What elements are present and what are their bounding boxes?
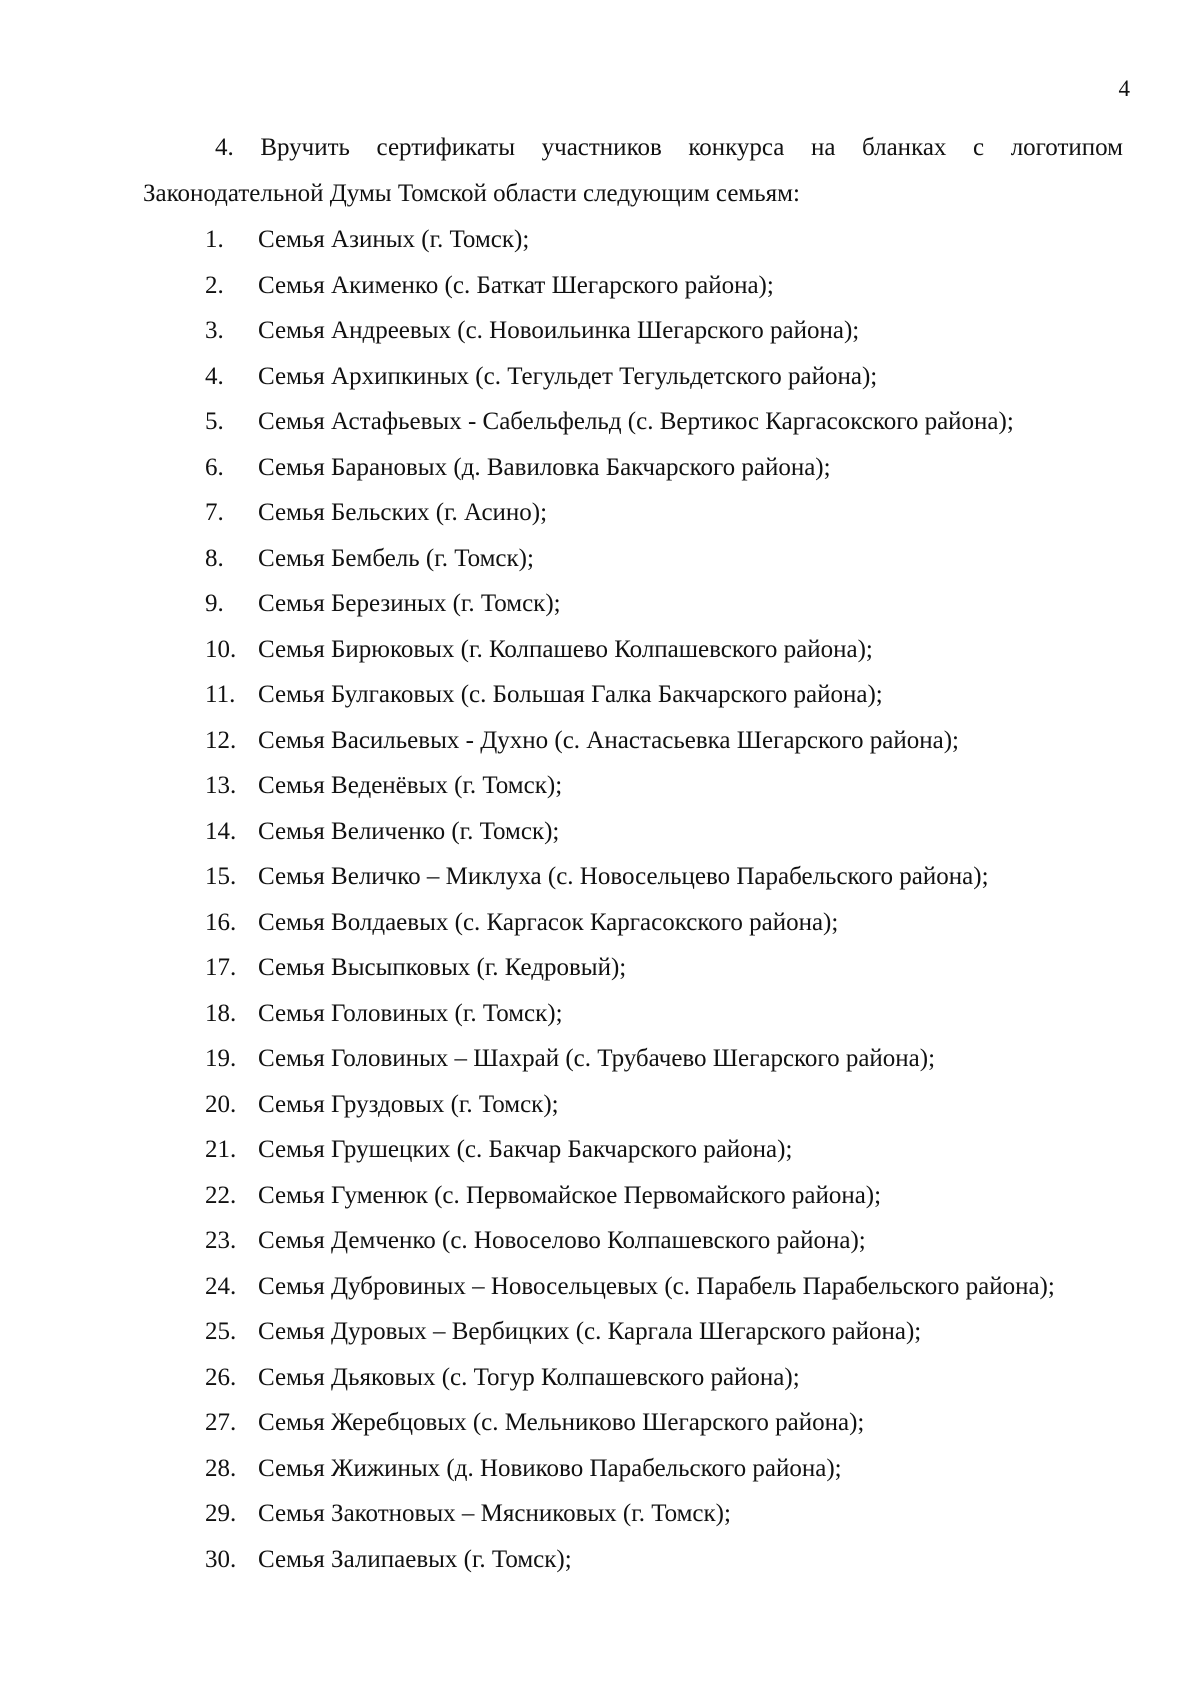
list-item (0, 1400, 1200, 1446)
list-item-text: Семья Бельских (г. Асино); (258, 499, 548, 526)
list-item (0, 945, 1200, 991)
list-item-text: Семья Жеребцовых (с. Мельниково Шегарского района); (258, 1409, 865, 1436)
list-item (0, 263, 1200, 309)
list-item-text: Семья Бирюковых (г. Колпашево Колпашевского района); (258, 635, 873, 663)
list-item-text: Семья Волдаевых (с. Каргасок Каргасокского района); (258, 908, 839, 936)
list-item-text: Семья Гуменюк (с. Первомайское Первомайского района); (258, 1181, 882, 1209)
list-item (0, 1537, 1200, 1583)
list-item (0, 399, 1200, 445)
list-item (0, 1173, 1200, 1219)
list-item-number: 24. (205, 1272, 237, 1300)
list-item-number: 30. (205, 1545, 237, 1573)
list-item-number: 29. (205, 1500, 237, 1527)
list-item-text: Семья Акименко (с. Баткат Шегарского района); (258, 271, 774, 299)
list-item-text: Семья Васильевых - Духно (с. Анастасьевка Шегарского района); (258, 726, 960, 754)
list-item-text: Семья Величко – Миклуха (с. Новосельцево Парабельского района); (258, 863, 989, 890)
intro-paragraph (143, 125, 1123, 217)
list-item (0, 854, 1200, 900)
list-item (0, 1491, 1200, 1537)
list-item (0, 536, 1200, 582)
list-item-number: 25. (205, 1318, 237, 1345)
list-item-number: 18. (205, 999, 237, 1027)
list-item (0, 809, 1200, 855)
list-item (0, 1309, 1200, 1355)
list-item-number: 9. (205, 590, 224, 617)
list-item (0, 1446, 1200, 1492)
list-item-number: 8. (205, 544, 224, 572)
list-item-text: Семья Азиных (г. Томск); (258, 226, 530, 253)
list-item-number: 21. (205, 1136, 237, 1163)
list-item (0, 217, 1200, 263)
list-item-number: 6. (205, 453, 224, 481)
list-item-number: 19. (205, 1045, 237, 1072)
list-item-number: 16. (205, 908, 237, 936)
list-item-number: 2. (205, 271, 224, 299)
list-item-text: Семья Астафьевых - Сабельфельд (с. Вертикос Каргасокского района); (258, 408, 1014, 435)
list-item-text: Семья Дьяковых (с. Тогур Колпашевского района); (258, 1363, 800, 1391)
list-item-text: Семья Величенко (г. Томск); (258, 817, 560, 845)
list-item-text: Семья Дубровиных – Новосельцевых (с. Парабель Парабельского района); (258, 1272, 1055, 1300)
intro-line-1: 4. Вручить сертификаты участников конкурса на бланках с логотипом (215, 134, 1123, 161)
list-item-number: 15. (205, 863, 237, 890)
list-item-text: Семья Бембель (г. Томск); (258, 544, 534, 572)
list-item-text: Семья Барановых (д. Вавиловка Бакчарского района); (258, 453, 831, 481)
list-item-text: Семья Березиных (г. Томск); (258, 590, 561, 617)
list-item-number: 26. (205, 1363, 237, 1391)
list-item-number: 7. (205, 499, 224, 526)
list-item-number: 10. (205, 635, 237, 663)
list-item (0, 354, 1200, 400)
list-item-text: Семья Дуровых – Вербицких (с. Каргала Шегарского района); (258, 1318, 922, 1345)
list-item-text: Семья Головиных – Шахрай (с. Трубачево Шегарского района); (258, 1045, 936, 1072)
list-item-number: 1. (205, 226, 224, 253)
list-item-number: 14. (205, 817, 237, 845)
family-list (0, 217, 1200, 1582)
list-item-text: Семья Грушецких (с. Бакчар Бакчарского района); (258, 1136, 793, 1163)
list-item-number: 27. (205, 1409, 237, 1436)
list-item (0, 490, 1200, 536)
list-item (0, 763, 1200, 809)
list-item-number: 5. (205, 408, 224, 435)
list-item-number: 17. (205, 954, 237, 981)
list-item (0, 581, 1200, 627)
list-item-number: 12. (205, 726, 237, 754)
list-item-text: Семья Демченко (с. Новоселово Колпашевского района); (258, 1227, 866, 1254)
list-item-number: 22. (205, 1181, 237, 1209)
list-item-number: 13. (205, 772, 237, 799)
list-item-text: Семья Жижиных (д. Новиково Парабельского района); (258, 1454, 842, 1482)
list-item (0, 1082, 1200, 1128)
list-item-number: 28. (205, 1454, 237, 1482)
page-number: 4 (1118, 76, 1130, 101)
list-item-text: Семья Головиных (г. Томск); (258, 999, 563, 1027)
list-item-number: 20. (205, 1090, 237, 1118)
list-item (0, 718, 1200, 764)
list-item-number: 23. (205, 1227, 237, 1254)
list-item-number: 4. (205, 362, 224, 390)
list-item (0, 1264, 1200, 1310)
list-item-number: 11. (205, 681, 236, 708)
list-item (0, 900, 1200, 946)
list-item-text: Семья Архипкиных (с. Тегульдет Тегульдетского района); (258, 362, 878, 390)
list-item (0, 1127, 1200, 1173)
list-item (0, 627, 1200, 673)
list-item-text: Семья Андреевых (с. Новоильинка Шегарского района); (258, 317, 860, 344)
list-item-text: Семья Залипаевых (г. Томск); (258, 1545, 572, 1573)
list-item (0, 672, 1200, 718)
list-item-text: Семья Веденёвых (г. Томск); (258, 772, 563, 799)
list-item-text: Семья Закотновых – Мясниковых (г. Томск); (258, 1500, 731, 1527)
list-item (0, 1036, 1200, 1082)
list-item (0, 991, 1200, 1037)
list-item-text: Семья Высыпковых (г. Кедровый); (258, 954, 627, 981)
list-item-number: 3. (205, 317, 224, 344)
list-item (0, 1355, 1200, 1401)
list-item-text: Семья Булгаковых (с. Большая Галка Бакчарского района); (258, 681, 883, 708)
list-item (0, 445, 1200, 491)
list-item (0, 308, 1200, 354)
list-item-text: Семья Груздовых (г. Томск); (258, 1090, 559, 1118)
list-item (0, 1218, 1200, 1264)
intro-line-2: Законодательной Думы Томской области следующим семьям: (143, 180, 800, 207)
